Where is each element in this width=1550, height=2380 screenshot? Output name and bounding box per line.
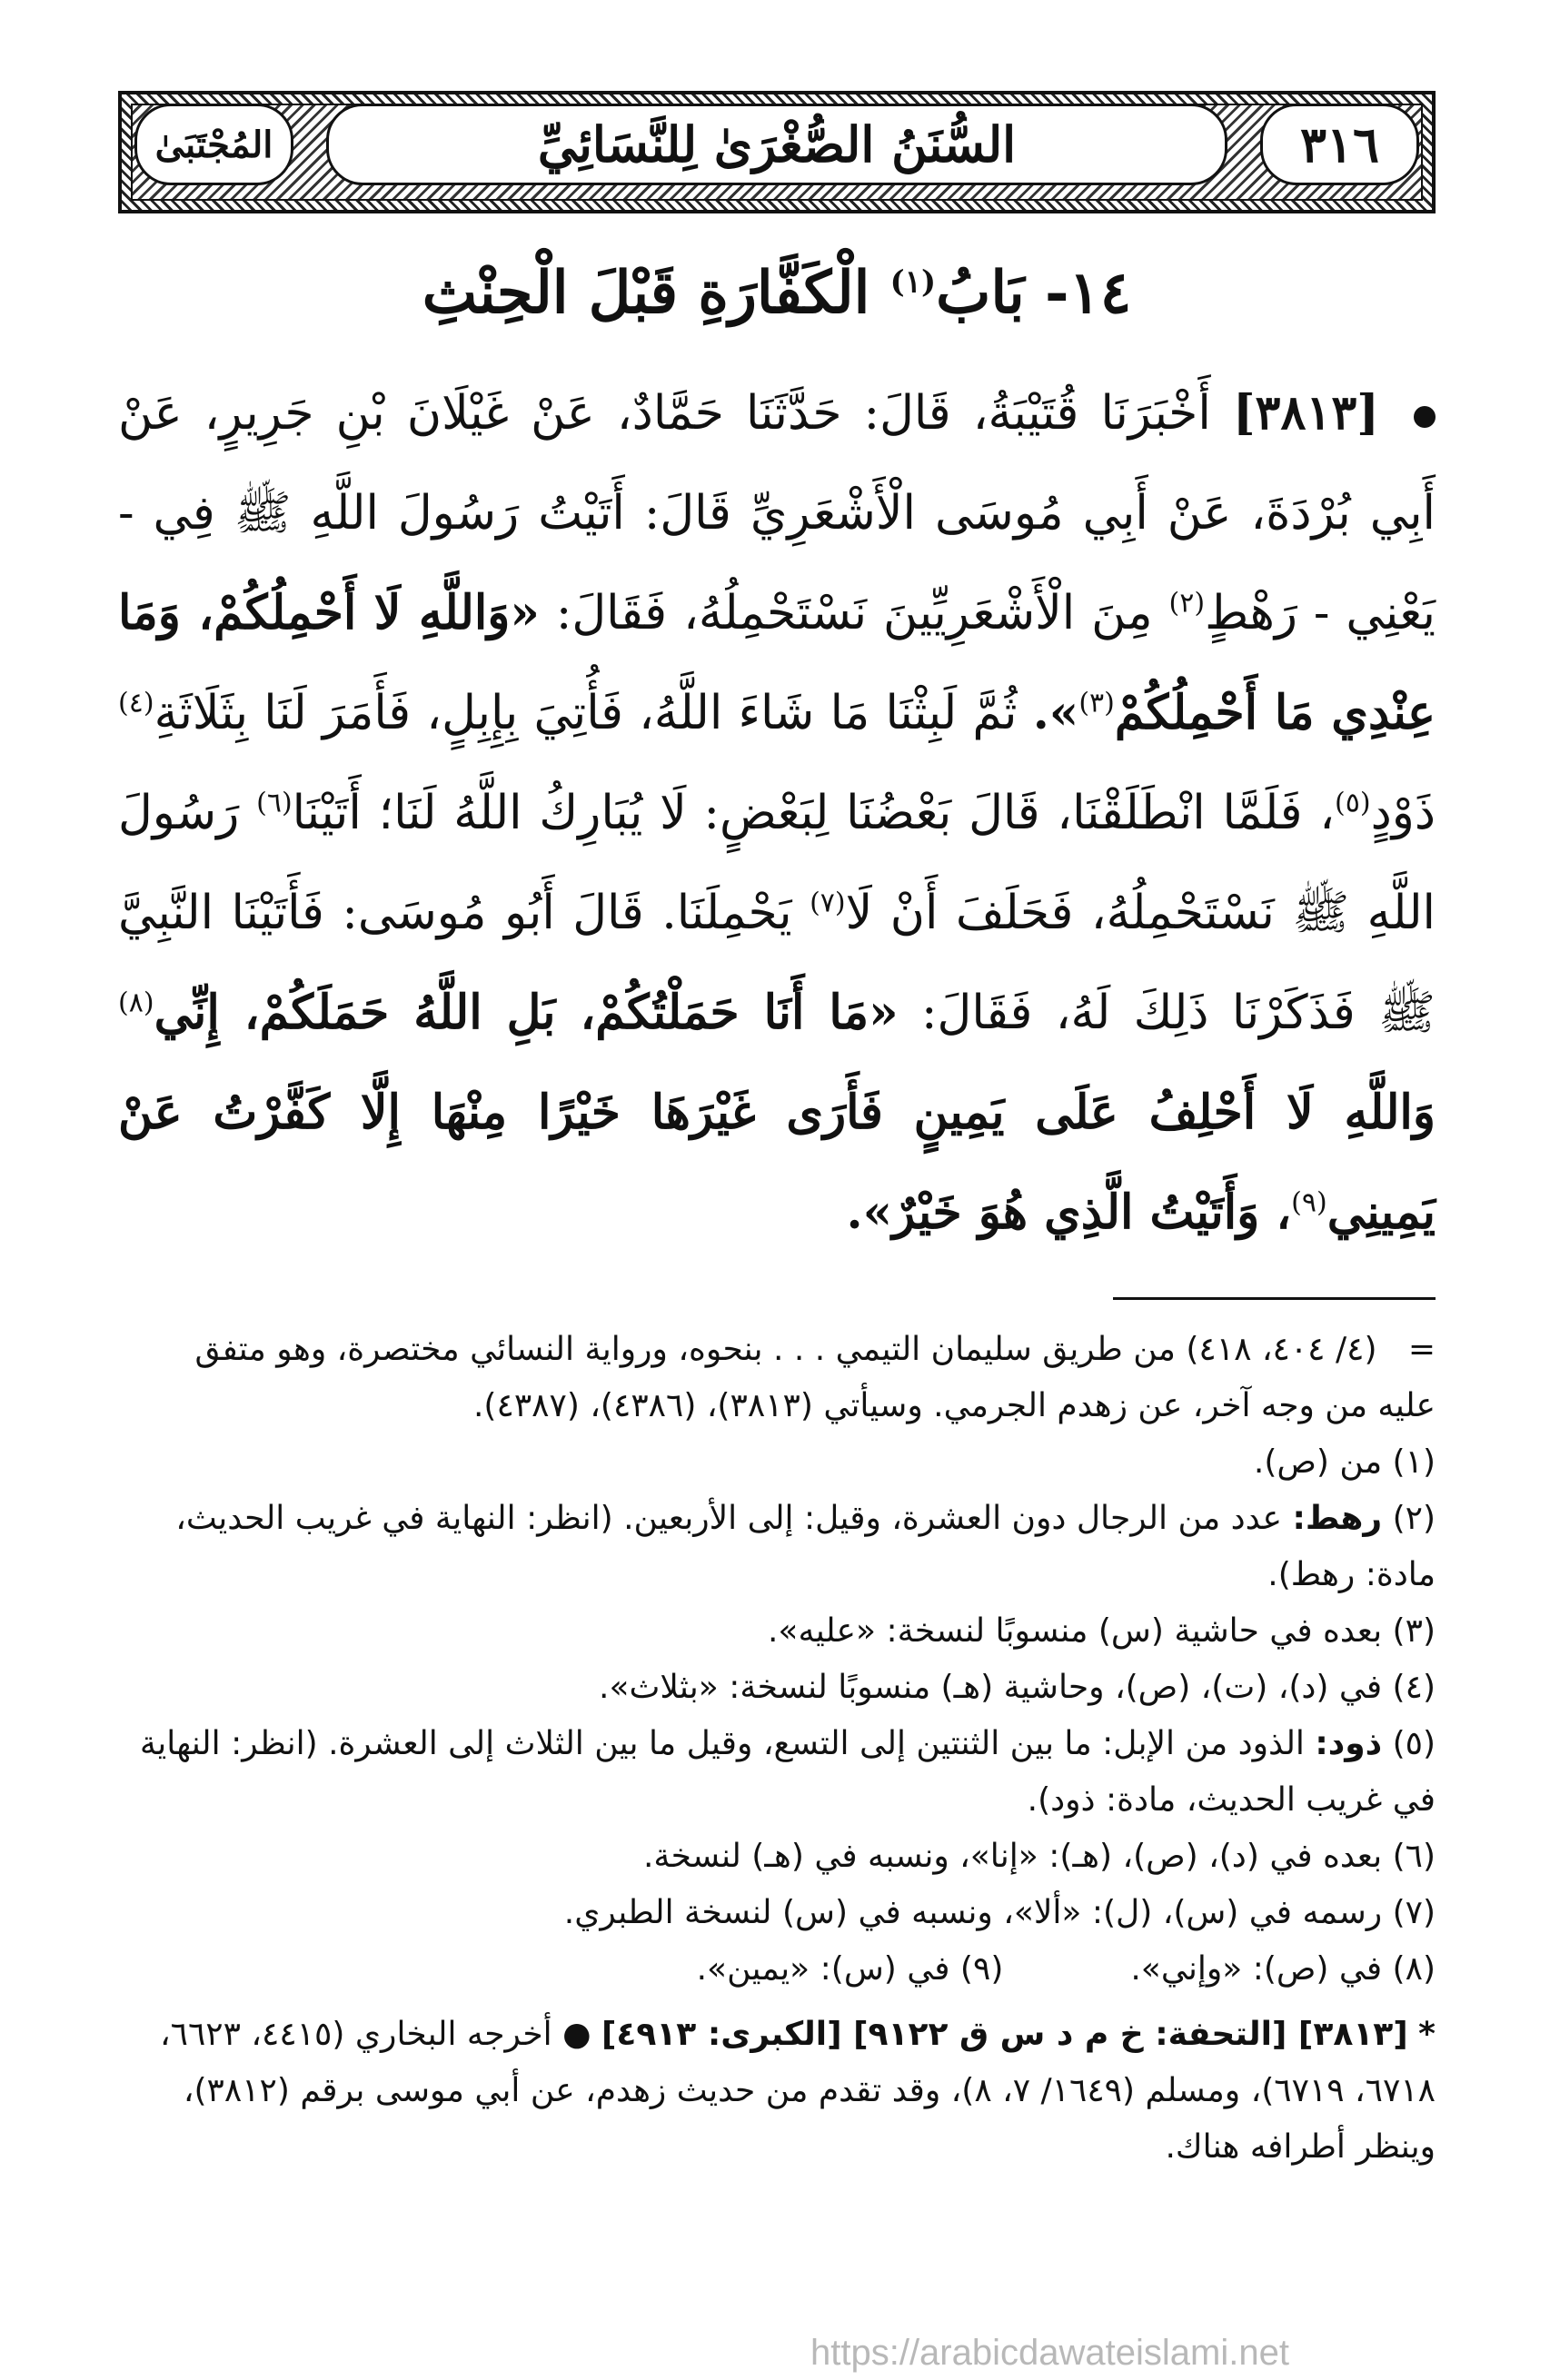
footnote-continued-line-1: (٤/ ٤٠٤، ٤١٨) من طريق سليمان التيمي . . . بنحوه، ورواية النسائي مختصرة، وهو متفق — [194, 1331, 1377, 1368]
prophet-saying-1-end: ». — [1032, 685, 1079, 740]
footnote-ref-6: (٦) — [256, 787, 293, 819]
watermark: https://arabicdawateislami.net — [810, 2333, 1289, 2373]
footnote-8: (٨) في (ص): «وإني». — [1130, 1950, 1436, 1988]
footnote-2-line-2: مادة: رهط). — [1267, 1556, 1436, 1593]
footnotes — [118, 1322, 1436, 1998]
continuation-mark: = — [1407, 1331, 1436, 1368]
hadith-part-2: مِنَ الْأَشْعَرِيِّينَ نَسْتَحْمِلُهُ، فَقَالَ: — [555, 586, 1153, 640]
hadith-part-5: ، فَلَمَّا انْطَلَقْنَا، قَالَ بَعْضُنَا لِبَعْضٍ: لَا يُبَارِكُ اللَّهُ لَنَا؛ أَتَيْنَا — [292, 786, 1336, 840]
footnote-2-text: عدد من الرجال دون العشرة، وقيل: إلى الأربعين. (انظر: النهاية في غريب الحديث، — [175, 1500, 1283, 1537]
chapter-title-b: الْكَفَّارَةِ قَبْلَ الْحِنْثِ — [422, 259, 870, 327]
hadith-part-4: ذَوْدٍ — [1370, 786, 1436, 840]
footnote-ref-5: (٥) — [1335, 787, 1371, 819]
bullet-icon — [1414, 406, 1436, 428]
chapter-title-a: بَابُ — [936, 259, 1025, 327]
footnote-9: (٩) في (س): «يمين». — [696, 1950, 1004, 1988]
footnote-divider — [1113, 1297, 1436, 1300]
footnote-ref-8: (٨) — [118, 987, 154, 1019]
chapter-heading — [118, 259, 1436, 327]
footnote-5-term: ذود: — [1315, 1725, 1383, 1762]
emblem-box — [134, 104, 293, 185]
chapter-number: ١٤- — [1044, 259, 1132, 327]
footnote-2-number: (٢) — [1392, 1500, 1436, 1537]
prophet-saying-1: «وَاللَّهِ لَا أَحْمِلُكُمْ، وَمَا عِنْدِي مَا أَحْمِلُكُمْ — [118, 585, 1436, 740]
footnote-ref-9: (٩) — [1291, 1186, 1327, 1219]
hadith-part-6: رَسُولَ اللَّهِ ﷺ نَسْتَحْمِلُهُ، فَحَلَفَ أَنْ لَا — [118, 786, 1436, 940]
document-page — [118, 91, 1436, 2176]
book-title-box — [326, 104, 1227, 185]
footnote-2-term: رهط: — [1292, 1500, 1383, 1537]
page-header — [118, 91, 1436, 213]
footnote-ref-7: (٧) — [810, 887, 846, 919]
footnote-6: (٦) بعده في (د)، (ص)، (هـ): «إنا»، ونسبه في (هـ) لنسخة. — [642, 1838, 1436, 1875]
prophet-saying-2: «مَا أَنَا حَمَلْتُكُمْ، بَلِ اللَّهُ حَمَلَكُمْ، إِنِّي — [154, 985, 899, 1040]
page-number-box — [1260, 104, 1419, 185]
source-reference: [٣٨١٣] [التحفة: خ م د س ق ٩١٢٢] [الكبرى: ٤٩١٣] — [601, 2016, 1408, 2053]
footnote-ref-2: (٢) — [1168, 587, 1206, 620]
footnote-5-line-2: في غريب الحديث، مادة: ذود). — [1027, 1781, 1436, 1819]
footnote-5-text: الذود من الإبل: ما بين الثنتين إلى التسع، وقيل ما بين الثلاث إلى العشرة. (انظر: النهاية — [139, 1725, 1305, 1762]
prophet-saying-4: ، وَأَتَيْتُ الَّذِي هُوَ خَيْرٌ». — [846, 1185, 1292, 1240]
footnote-4: (٤) في (د)، (ت)، (ص)، وحاشية (هـ) منسوبًا لنسخة: «بثلاث». — [599, 1669, 1436, 1706]
takhrij-sources — [118, 2007, 1436, 2176]
footnote-7: (٧) رسمه في (س)، (ل): «ألا»، ونسبه في (س) لنسخة الطبري. — [563, 1894, 1436, 1931]
hadith-number: [٣٨١٣] — [1232, 385, 1379, 441]
hadith-part-7: يَحْمِلَنَا. قَالَ أَبُو مُوسَى: فَأَتَيْنَا النَّبِيَّ ﷺ فَذَكَرْنَا ذَلِكَ لَهُ، فَقَالَ: — [118, 886, 1436, 1040]
footnote-5-number: (٥) — [1392, 1725, 1436, 1762]
hadith-part-3: ثُمَّ لَبِثْنَا مَا شَاءَ اللَّهُ، فَأُتِيَ بِإِبِلٍ، فَأَمَرَ لَنَا بِثَلَاثَةِ — [154, 686, 1018, 740]
hadith-part-1: أَخْبَرَنَا قُتَيْبَةُ، قَالَ: حَدَّثَنَا حَمَّادٌ، عَنْ غَيْلَانَ بْنِ جَرِيرٍ، عَنْ أَبِي بُرْدَةَ، عَنْ أَبِي مُوسَى الْأَشْعَرِيِّ قَالَ: أَتَيْتُ رَسُولَ اللَّهِ ﷺ فِي - يَعْنِي - رَهْطٍ — [118, 386, 1436, 640]
footnote-row-8-9 — [118, 1941, 1436, 1998]
footnote-continued-line-2: عليه من وجه آخر، عن زهدم الجرمي. وسيأتي (٣٨١٣)، (٤٣٨٦)، (٤٣٨٧). — [472, 1387, 1436, 1424]
footnote-ref-3: (٣) — [1078, 687, 1115, 719]
source-text-1: أخرجه البخاري (٤٤١٥، — [251, 2016, 552, 2053]
star-icon: * — [1418, 2016, 1436, 2053]
source-text-2: ٦٦٢٣، ٦٧١٨، ٦٧١٩)، ومسلم (١٦٤٩/ ٧، ٨)، وقد تقدم من حديث زهدم، عن — [160, 2016, 1436, 2109]
book-emblem: المُجْتَبَىٰ — [154, 123, 273, 166]
hadith-text — [118, 363, 1436, 1263]
footnote-5 — [118, 1716, 1436, 1772]
source-text-3: أبي موسى برقم (٣٨١٢)، وينظر أطرافه هناك. — [183, 2072, 1436, 2166]
footnote-1: (١) من (ص). — [1253, 1443, 1436, 1481]
bullet-icon-2: ● — [562, 2016, 591, 2053]
chapter-footnote-ref: (١) — [889, 263, 937, 301]
footnote-2 — [118, 1491, 1436, 1547]
book-title: السُّنَنُ الصُّغْرَىٰ لِلنَّسَائِيِّ — [537, 115, 1017, 174]
page-number: ٣١٦ — [1300, 115, 1380, 174]
footnote-3: (٣) بعده في حاشية (س) منسوبًا لنسخة: «عليه». — [767, 1612, 1436, 1650]
footnote-continued — [118, 1322, 1436, 1378]
footnote-ref-4: (٤) — [118, 687, 154, 719]
prophet-saying-3: وَاللَّهِ لَا أَحْلِفُ عَلَى يَمِينٍ فَأَرَى غَيْرَهَا خَيْرًا مِنْهَا إِلَّا كَفَّرْتُ عَنْ يَمِينِي — [118, 1085, 1436, 1240]
